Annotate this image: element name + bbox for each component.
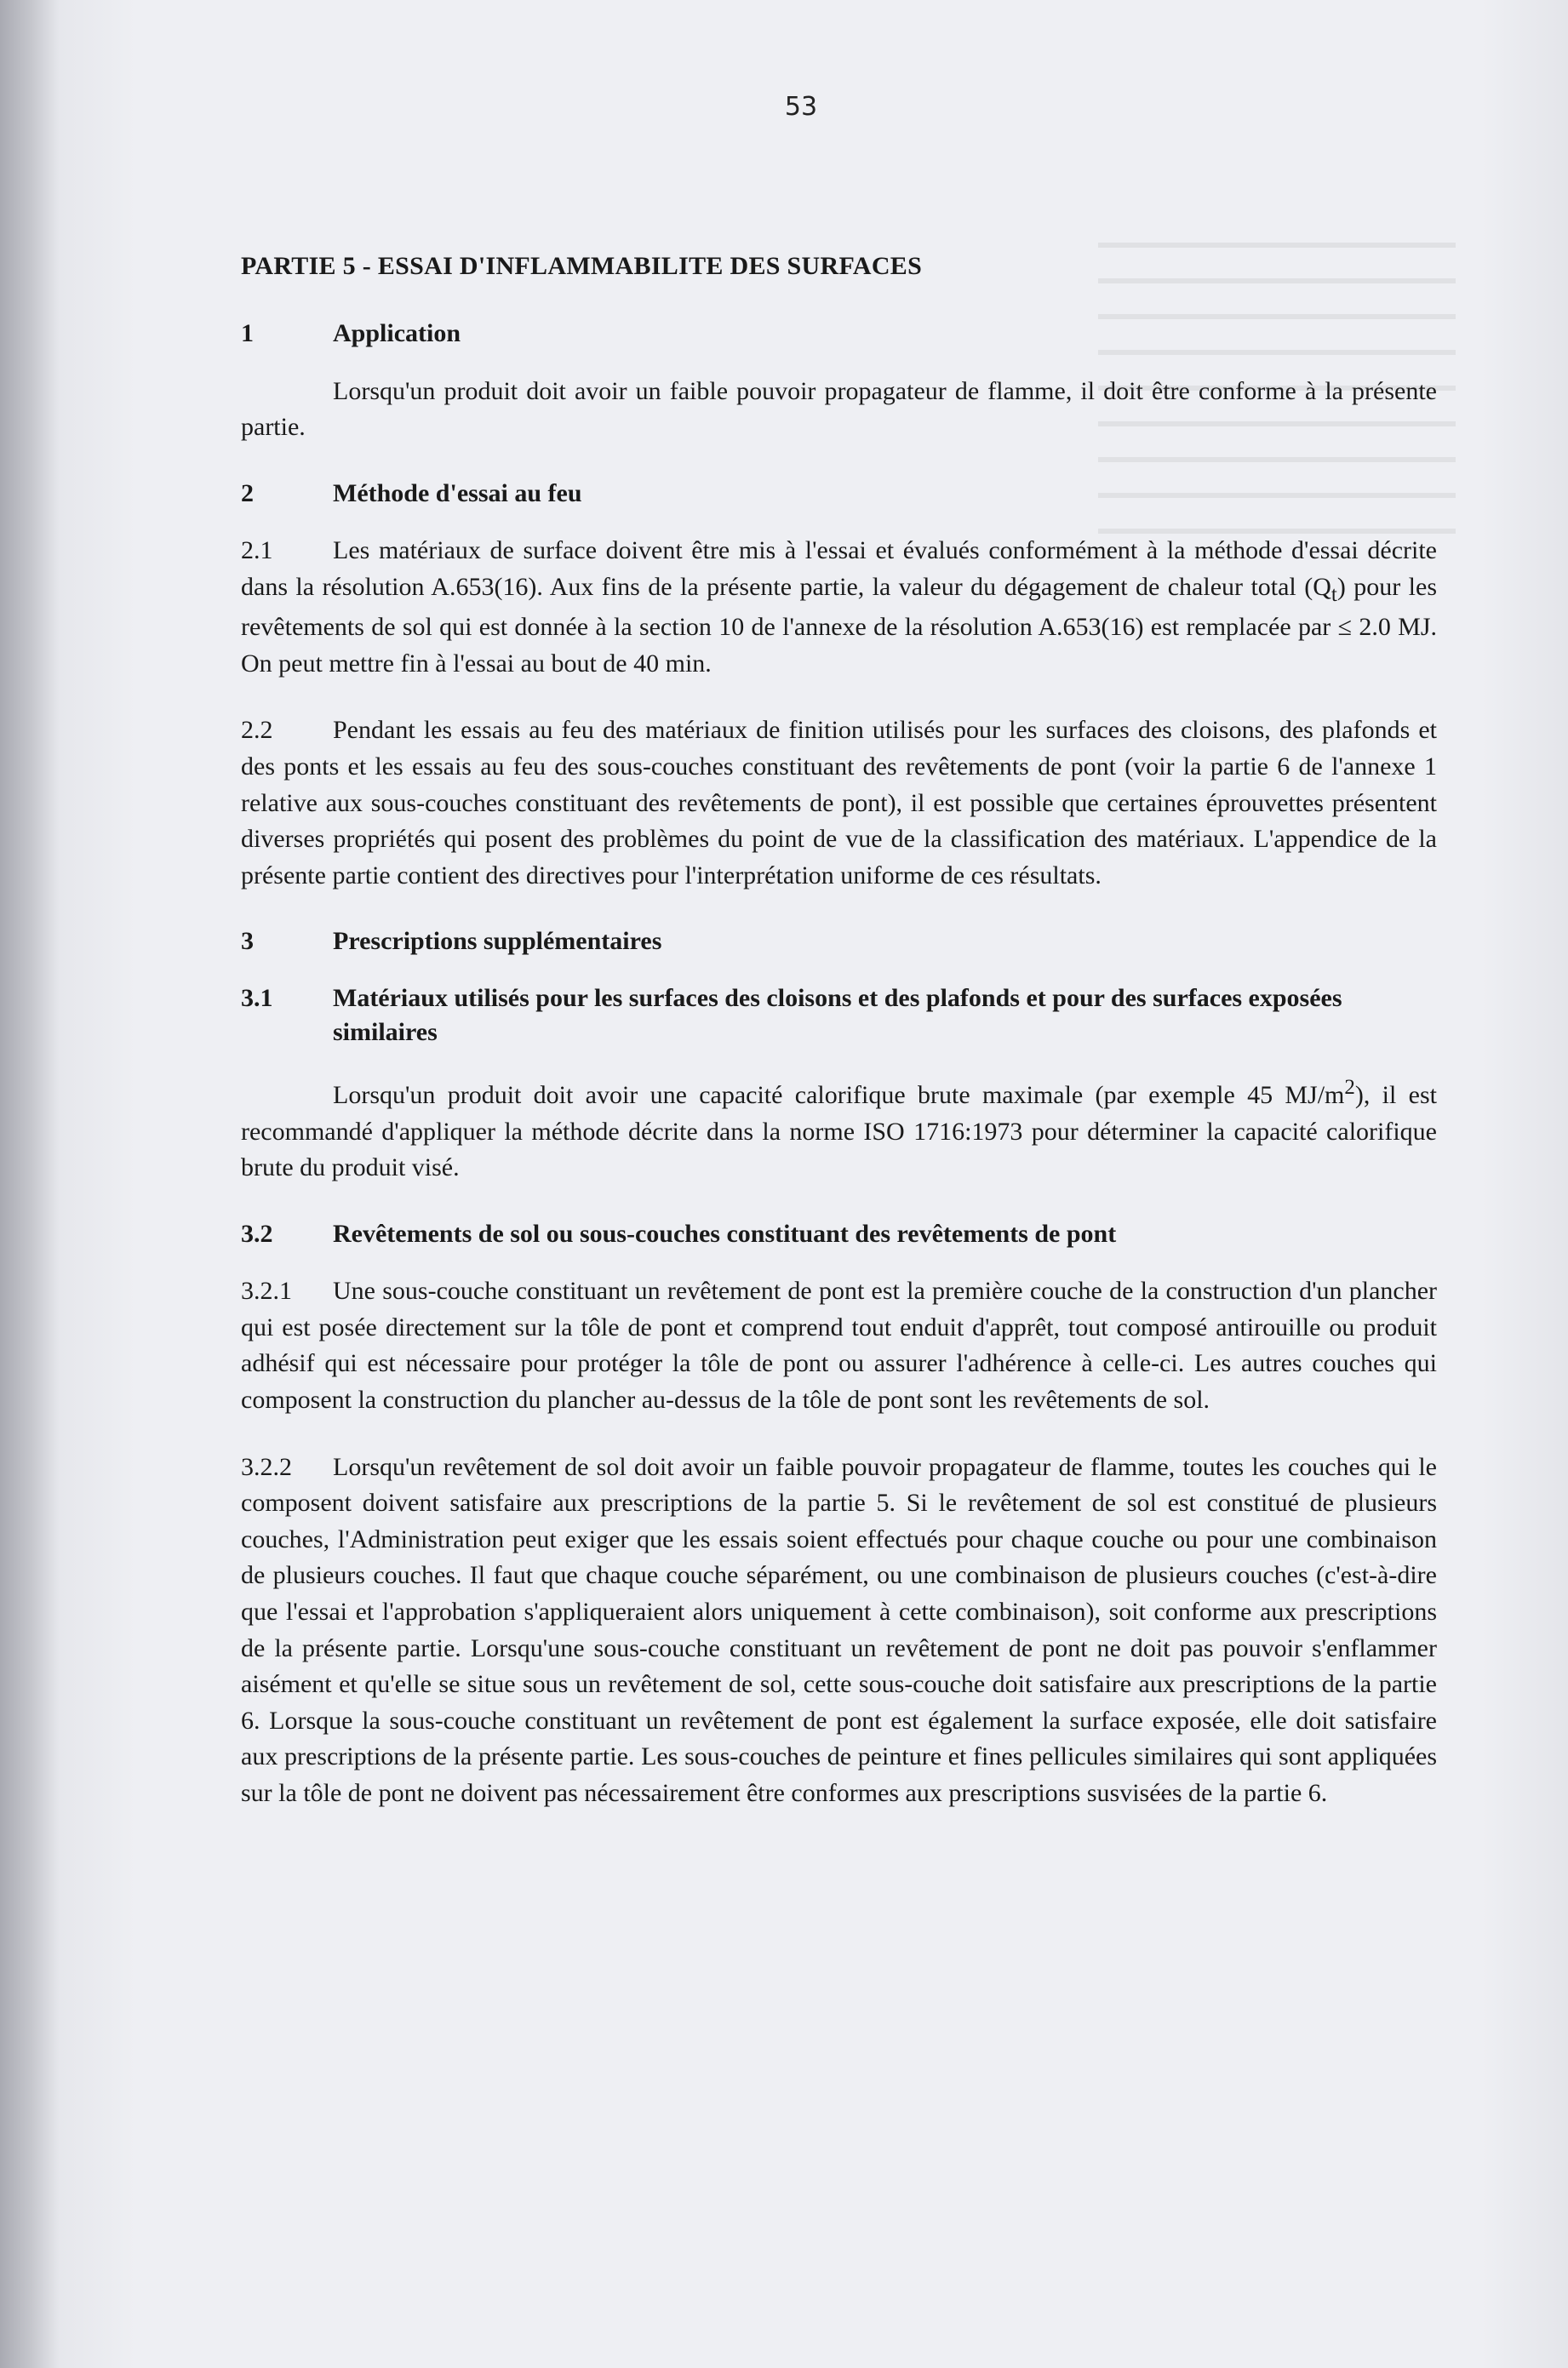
paragraph-text-cont: ), il est recommandé d'appliquer la méthode décrite dans la norme ISO 1716:1973 pour déterminer la capacité calorifique brute du produit visé. (241, 1080, 1437, 1182)
paragraph-text: Lorsqu'un revêtement de sol doit avoir un faible pouvoir propagateur de flamme, toutes les couches qui le composent doivent satisfaire aux prescriptions de la partie 5. Si le revêtement de sol est constitué de plusieurs couches, l'Administration peut exiger que les essais soient effectués pour chaque couche ou pour une combinaison de plusieurs couches. Il faut que chaque couche séparément, ou une combinaison de plusieurs couches (c'est-à-dire que l'essai et l'approbation s'appliqueraient alors uniquement à cette combinaison), soit conforme aux prescriptions de la présente partie. Lorsqu'une sous-couche constituant un revêtement de pont ne doit pas pouvoir s'enflammer aisément et qu'elle se situe sous un revêtement de sol, cette sous-couche doit satisfaire aux prescriptions de la partie 6. Lorsque la sous-couche constituant un revêtement de pont est également la surface exposée, elle doit satisfaire aux prescriptions de la présente partie. Les sous-couches de peinture et fines pellicules similaires qui sont appliquées sur la tôle de pont ne doivent pas nécessairement être conformes aux prescriptions susvisées de la partie 6. (241, 1452, 1437, 1807)
section-3-2-heading (241, 1217, 1437, 1252)
section-title: Revêtements de sol ou sous-couches constituant des revêtements de pont (333, 1219, 1117, 1248)
paragraph-1: Lorsqu'un produit doit avoir un faible pouvoir propagateur de flamme, il doit être conforme à la présente partie. (241, 376, 1437, 442)
section-title: Application (333, 319, 461, 347)
section-title: Méthode d'essai au feu (333, 478, 582, 507)
paragraph-3-2-2 (241, 1450, 1437, 1812)
page-content (241, 252, 1437, 1843)
document-page (34, 0, 1568, 2368)
paragraph-2-1 (241, 533, 1437, 682)
section-number: 1 (241, 319, 254, 347)
superscript: 2 (1344, 1075, 1355, 1099)
page-edge-shadow (0, 0, 34, 2368)
section-number: 3.1 (241, 983, 273, 1012)
section-3-heading (241, 924, 1437, 959)
paragraph-3-2-1 (241, 1273, 1437, 1418)
page-number: 53 (784, 92, 818, 122)
section-title: Matériaux utilisés pour les surfaces des cloisons et des plafonds et pour des surfaces exposées similaires (333, 983, 1342, 1047)
section-2-heading (241, 477, 1437, 512)
section-title: Prescriptions supplémentaires (333, 927, 662, 956)
section-3-1-heading (241, 981, 1437, 1050)
paragraph-number: 2.2 (241, 716, 273, 745)
paragraph-text: Les matériaux de surface doivent être mis à l'essai et évalués conformément à la méthode d'essai décrite dans la résolution A.653(16). Aux fins de la présente partie, la valeur du dégagement de chaleur total (Q (241, 536, 1437, 601)
part-title: PARTIE 5 - ESSAI D'INFLAMMABILITE DES SURFACES (241, 252, 923, 280)
paragraph-text-cont: ) pour les revêtements de sol qui est donnée à la section 10 de l'annexe de la résolution A.653(16) est remplacée par ≤ 2.0 MJ. On peut mettre fin à l'essai au bout de 40 min. (241, 572, 1437, 678)
paragraph-text: Une sous-couche constituant un revêtement de pont est la première couche de la construction d'un plancher qui est posée directement sur la tôle de pont et comprend tout enduit d'apprêt, tout composé antirouille ou produit adhésif qui est nécessaire pour protéger la tôle de pont ou assurer l'adhérence à celle-ci. Les autres couches qui composent la construction du plancher au-dessus de la tôle de pont sont les revêtements de sol. (241, 1277, 1437, 1414)
paragraph-number: 3.2.2 (241, 1452, 292, 1481)
paragraph-text: Lorsqu'un produit doit avoir une capacité calorifique brute maximale (par exemple 45 MJ/m (333, 1080, 1345, 1109)
section-1-heading (241, 317, 1437, 352)
subscript: t (1331, 582, 1337, 606)
paragraph-2-2 (241, 712, 1437, 894)
section-number: 3.2 (241, 1219, 273, 1248)
paragraph-number: 2.1 (241, 536, 273, 565)
paragraph-3-1 (241, 1072, 1437, 1187)
section-number: 2 (241, 478, 254, 507)
paragraph-number: 3.2.1 (241, 1277, 292, 1306)
section-number: 3 (241, 927, 254, 956)
paragraph-text: Pendant les essais au feu des matériaux de finition utilisés pour les surfaces des cloisons, des plafonds et des ponts et les essais au feu des sous-couches constituant des revêtements de pont (voir la partie 6 de l'annexe 1 relative aux sous-couches constituant des revêtements de pont), il est possible que certaines éprouvettes présentent diverses propriétés qui posent des problèmes du point de vue de la classification des matériaux. L'appendice de la présente partie contient des directives pour l'interprétation uniforme de ces résultats. (241, 716, 1437, 889)
